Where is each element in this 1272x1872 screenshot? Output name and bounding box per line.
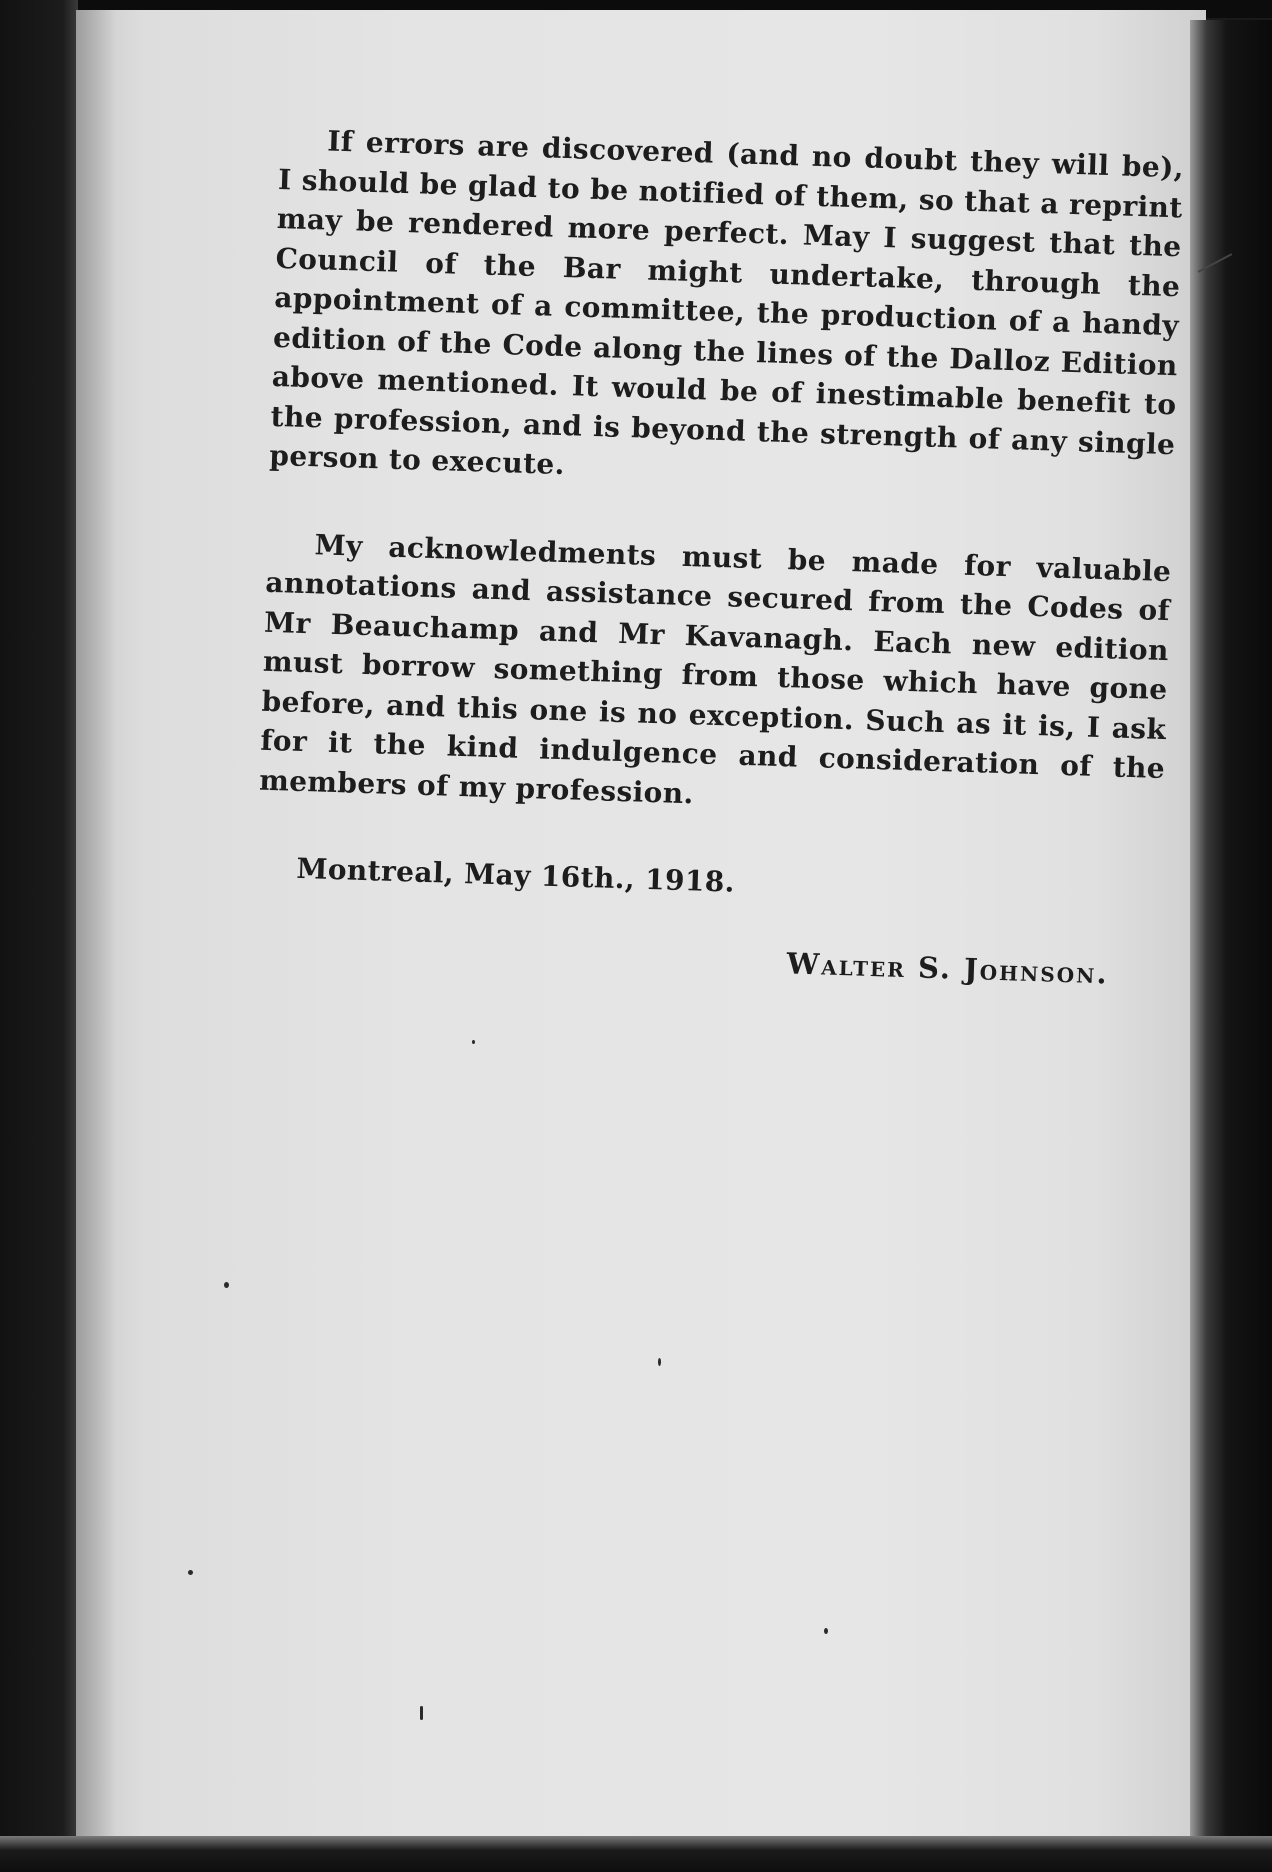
paragraph-errata: If errors are discovered (and no doubt they will be), I should be glad to be notified of them, so that a reprint may be rendered more perfect. May I suggest that the Council of the Bar might undertake, through the appointment of a committee, the production of a handy edition of the Code along the lines of the Dalloz Edition above mentioned. It would be of inestimable benefit to the profession, and is beyond the strength of any single person to execute. <box>268 124 1185 482</box>
paragraph-acknowledgments: My acknowledments must be made for valuable annotations and assistance secured from the Codes of Mr Beauchamp and Mr Kavanagh. Each new edition must borrow something from those which have gone before, and this one is no exception. Such as it is, I ask for it the kind indulgence and consideration of the members of my profession. <box>258 527 1172 810</box>
book-spine-shadow <box>1190 20 1272 1872</box>
page-text <box>252 120 1184 1024</box>
scan-left-border <box>0 0 78 1872</box>
author-signature: Walter S. Johnson. <box>786 945 1110 990</box>
scan-bottom-border <box>0 1836 1272 1872</box>
ink-speck <box>472 1040 475 1044</box>
ink-speck <box>658 1358 661 1366</box>
ink-speck <box>824 1628 828 1634</box>
date-line: Montreal, May 16th., 1918. <box>295 851 736 899</box>
page-left-edge-shading <box>76 10 116 1842</box>
ink-speck <box>188 1570 193 1575</box>
ink-speck <box>224 1282 229 1288</box>
ink-speck <box>420 1706 423 1720</box>
